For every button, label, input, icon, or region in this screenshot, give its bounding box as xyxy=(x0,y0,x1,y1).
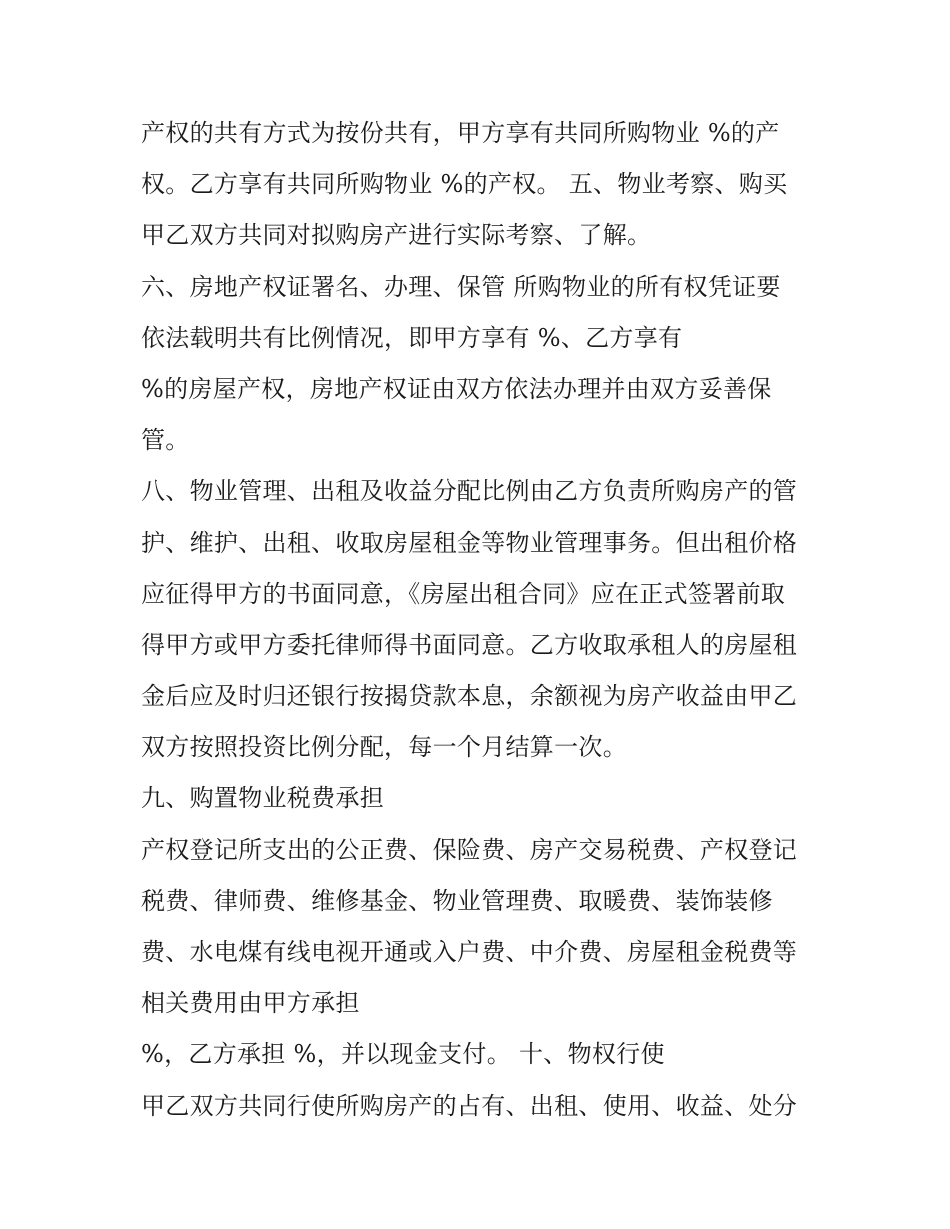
text-line: 管。 xyxy=(141,426,190,455)
text-line: 依法载明共有比例情况，即甲方享有 %、乙方享有 xyxy=(141,323,683,352)
text-line: 九、购置物业税费承担 xyxy=(141,784,384,813)
text-line: 护、维护、出租、收取房屋租金等物业管理事务。但出租价格 xyxy=(141,528,798,557)
text-line: 应征得甲方的书面同意，《房屋出租合同》应在正式签署前取 xyxy=(141,579,786,608)
text-line: 费、水电煤有线电视开通或入户费、中介费、房屋租金税费等 xyxy=(141,938,798,966)
text-line: %的房屋产权，房地产权证由双方依法办理并由双方妥善保 xyxy=(141,374,772,403)
text-line: 产权登记所支出的公正费、保险费、房产交易税费、产权登记 xyxy=(141,835,798,864)
text-line: 甲乙双方共同对拟购房产进行实际考察、了解。 xyxy=(141,221,652,250)
text-line: 税费、律师费、维修基金、物业管理费、取暖费、装饰装修 xyxy=(141,886,773,915)
document-body xyxy=(141,108,821,1132)
text-line: 双方按照投资比例分配，每一个月结算一次。 xyxy=(141,733,627,762)
text-line: 八、物业管理、出租及收益分配比例由乙方负责所购房产的管 xyxy=(141,477,798,506)
text-line: 相关费用由甲方承担 xyxy=(141,989,360,1018)
text-line: %，乙方承担 %，并以现金支付。 十、物权行使 xyxy=(141,1040,665,1069)
text-line: 六、房地产权证署名、办理、保管 所购物业的所有权凭证要 xyxy=(141,272,781,301)
text-line: 得甲方或甲方委托律师得书面同意。乙方收取承租人的房屋租 xyxy=(141,630,798,659)
text-line: 产权的共有方式为按份共有，甲方享有共同所购物业 %的产 xyxy=(141,119,780,147)
text-line: 金后应及时归还银行按揭贷款本息，余额视为房产收益由甲乙 xyxy=(141,682,798,711)
text-line: 权。乙方享有共同所购物业 %的产权。 五、物业考察、购买 xyxy=(141,170,788,199)
text-line: 甲乙双方共同行使所购房产的占有、出租、使用、收益、处分 xyxy=(141,1091,798,1120)
